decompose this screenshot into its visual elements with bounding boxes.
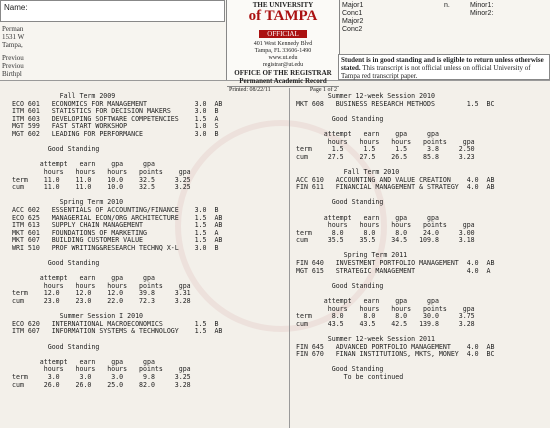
transcript-line: hours hours hours points gpa [296,221,475,230]
transcript-line: cum 26.0 26.0 25.0 82.0 3.28 [12,380,191,389]
transcript-line: Summer Session I 2010 [12,312,144,321]
program-info [340,0,550,54]
transcript-line: attempt earn gpa gpa [296,129,439,138]
office-title: OFFICE OF THE REGISTRAR [234,69,332,77]
transcript-line: Spring Term 2011 [296,251,408,260]
official-badge: OFFICIAL [259,30,307,38]
univ-address-1: 401 West Kennedy Blvd [253,41,313,47]
transcript-line: Good Standing [12,259,100,268]
name-field: Name: [0,0,225,22]
notice-bold: Student is in good standing and is eligible to return unless otherwise stated. [341,56,544,72]
page-indicator: Page 1 of 2 [309,87,337,93]
transcript-line: To be continued [296,372,404,381]
transcript-header [0,0,550,93]
transcript-line: ECO 625 MANAGERIAL ECON/ORG ARCHITECTURE 1.5 AB [12,213,223,222]
transcript-line: WRI 510 PROF WRITING&RESEARCH TECHNQ X-L 3.0 B [12,243,219,252]
transcript-line: term 11.0 11.0 10.0 32.5 3.25 [12,175,191,184]
transcript-line: hours hours hours points gpa [296,137,475,146]
transcript-line: ACC 610 ACCOUNTING AND VALUE CREATION 4.0 AB [296,175,495,184]
transcript-line: Spring Term 2010 [12,198,124,207]
transcript-line: Good Standing [12,145,100,154]
transcript-line: ITM 607 INFORMATION SYSTEMS & TECHNOLOGY 1.5 AB [12,327,223,336]
transcript-line: ITM 601 STATISTICS FOR DECISION MAKERS 3.0 B [12,107,219,116]
address-block: Perman 1531 W Tampa, [2,25,25,49]
major2-label: Major2 [342,18,364,25]
minor2-label: Minor2: [470,10,494,17]
transcript-line: attempt earn gpa gpa [12,274,155,283]
transcript-line: cum 23.0 23.0 22.0 72.3 3.28 [12,297,191,306]
right-transcript-column [296,93,550,382]
transcript-line: hours hours hours points gpa [296,304,475,313]
transcript-line: hours hours hours points gpa [12,167,191,176]
transcript-line: ECO 601 ECONOMICS FOR MANAGEMENT 3.0 AB [12,99,223,108]
previous-info: Previou Previou Birthpl [2,54,24,78]
transcript-line: attempt earn gpa gpa [296,213,439,222]
transcript-line: Summer 12-week Session 2011 [296,335,435,343]
minor1-label: Minor1: [470,2,494,9]
transcript-line: term 8.0 8.0 8.0 30.0 3.75 [296,312,475,321]
transcript-line: cum 43.5 43.5 42.5 139.8 3.28 [296,319,475,328]
conc1-label: Conc1 [342,10,363,17]
transcript-line: ITM 613 SUPPLY CHAIN MANAGEMENT 1.5 AB [12,221,223,230]
transcript-line: MGT 599 FAST START WORKSHOP 1.0 S [12,122,219,131]
record-title: Permanent Academic Record [239,77,327,85]
transcript-line: cum 11.0 11.0 10.0 32.5 3.25 [12,183,191,192]
transcript-line: FIN 640 INVESTMENT PORTFOLIO MANAGEMENT 4.0 AB [296,259,495,268]
transcript-line: FIN 670 FINAN INSTITUTIONS, MKTS, MONEY 4.0 BC [296,350,495,359]
n-label: n. [444,2,450,9]
transcript-line: FIN 611 FINANCIAL MANAGEMENT & STRATEGY 4.0 AB [296,183,495,192]
transcript-line: attempt earn gpa gpa [12,357,155,366]
transcript-line: cum 27.5 27.5 26.5 85.8 3.23 [296,152,475,161]
printed-date: Printed: 08/22/11 [229,87,271,93]
transcript-line: ACC 602 ESSENTIALS OF ACCOUNTING/FINANCE 3.0 B [12,205,219,214]
transcript-line: FIN 645 ADVANCED PORTFOLIO MANAGEMENT 4.0 AB [296,342,495,351]
transcript-line: MKT 607 BUILDING CUSTOMER VALUE 1.5 AB [12,236,223,245]
transcript-line: attempt earn gpa gpa [12,160,155,169]
transcript-line: term 12.0 12.0 12.0 39.8 3.31 [12,289,191,298]
transcript-line: term 8.0 8.0 8.0 24.0 3.00 [296,228,475,237]
transcript-line: hours hours hours points gpa [12,365,191,374]
transcript-line: term 3.0 3.0 3.0 9.8 3.25 [12,372,191,381]
logo-main-text: of TAMPA [248,8,318,24]
transcript-line: Good Standing [296,281,384,290]
transcript-line: Good Standing [12,342,100,351]
transcript-line: term 1.5 1.5 1.5 3.8 2.50 [296,145,475,154]
standing-notice [338,54,550,80]
univ-email: registrar@ut.edu [262,62,304,68]
transcript-line: MKT 608 BUSINESS RESEARCH METHODS 1.5 BC [296,99,495,108]
left-transcript-column [12,93,287,389]
transcript-line: Good Standing [296,365,384,374]
transcript-line: hours hours hours points gpa [12,281,191,290]
transcript-line: attempt earn gpa gpa [296,297,439,306]
transcript-line: cum 35.5 35.5 34.5 109.8 3.18 [296,236,475,245]
logo-top-text: THE UNIVERSITY [252,1,314,9]
column-divider [289,88,290,428]
university-logo-block [226,0,340,93]
transcript-line: Good Standing [296,198,384,207]
univ-address-2: Tampa, FL 33606-1490 [254,48,312,54]
transcript-line: MKT 601 FOUNDATIONS OF MARKETING 1.5 A [12,228,219,237]
transcript-line: ITM 603 DEVELOPING SOFTWARE COMPETENCIES 1.5 A [12,114,219,123]
notice-rest: This transcript is not official unless on official University of Tampa red transcript paper. [341,64,531,80]
transcript-line: Fall Term 2009 [12,92,116,100]
univ-website: www.ut.edu [268,55,298,61]
transcript-line: Summer 12-week Session 2010 [296,92,435,100]
conc2-label: Conc2 [342,26,363,33]
transcript-line: Fall Term 2010 [296,167,400,176]
transcript-line: ECO 620 INTERNATIONAL MACROECONOMICS 1.5 B [12,319,219,328]
transcript-line: MGT 602 LEADING FOR PERFORMANCE 3.0 B [12,129,219,138]
transcript-line: Good Standing [296,114,384,123]
transcript-line: MGT 615 STRATEGIC MANAGEMENT 4.0 A [296,266,491,275]
major1-label: Major1 [342,2,364,9]
